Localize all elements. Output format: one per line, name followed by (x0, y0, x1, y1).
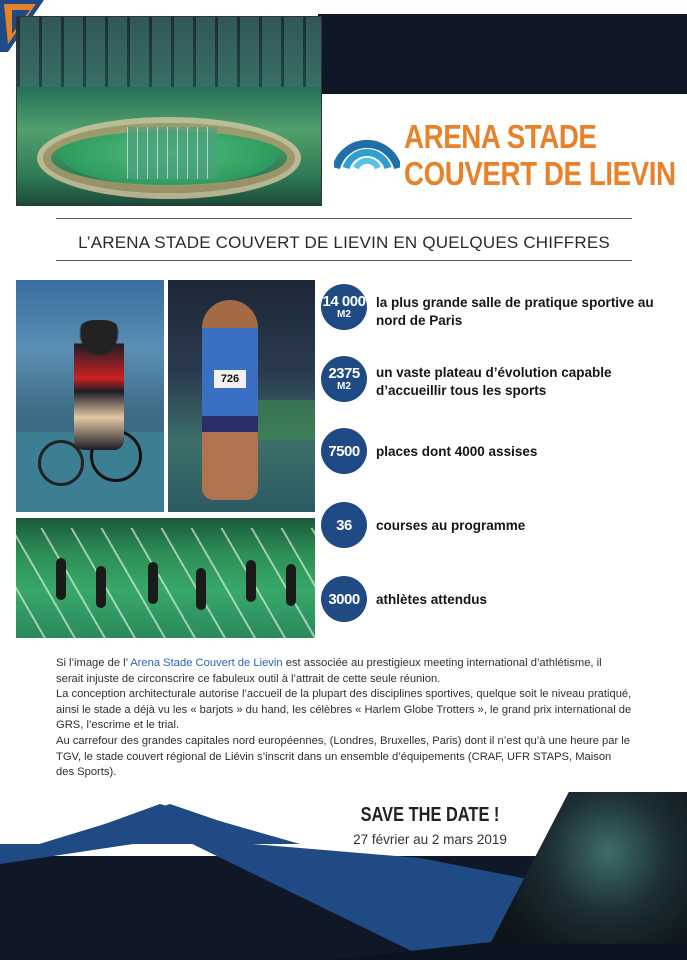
paragraph-1-end: est associée au prestigieux meeting international d’athlétisme, il serait injuste de circonscrire ce fabuleux outil à l’attrait de cette seule réunion. (56, 657, 602, 685)
sprint-race-photo (16, 518, 315, 638)
runner-photo (168, 280, 315, 512)
arena-title (404, 118, 676, 192)
stat-badge (321, 428, 367, 474)
stat-value: 36 (336, 516, 352, 534)
stat-unit: M2 (337, 309, 351, 320)
save-the-date-title: SAVE THE DATE ! (360, 804, 500, 826)
section-heading: L’ARENA STADE COUVERT DE LIEVIN EN QUELQUES CHIFFRES (78, 233, 610, 252)
stadium-interior-photo (16, 16, 322, 206)
stat-unit: M2 (337, 381, 351, 392)
stat-description: athlètes attendus (376, 592, 488, 607)
stat-value: 14 000 (322, 293, 366, 310)
heading-rule-bottom (56, 260, 632, 261)
stat-description: un vaste plateau d’évolution capable d’accueillir tous les sports (376, 365, 612, 398)
paragraph-2: La conception architecturale autorise l’accueil de la plupart des disciplines sportives, quelque soit le niveau pratiqué, ainsi le stade a déjà vu les « barjots » du hand, les célèbres « Harlem Globe Trotters », le grand prix international de GRS, l’escrime et le trial. (56, 688, 632, 732)
stat-description: places dont 4000 assises (376, 444, 538, 459)
stat-badge (321, 284, 367, 330)
paragraph-3: Au carrefour des grandes capitales nord européennes, (Londres, Bruxelles, Paris) dont il n’est qu’à une heure par le TGV, le stade couvert régional de Liévin s’inscrit dans un ensemble d’équipements (CRAF, UFR STAPS, Maison des Sports). (56, 734, 631, 779)
arena-title-line1: ARENA STADE (404, 118, 597, 155)
stat-value: 7500 (328, 442, 360, 460)
stat-badge (321, 576, 367, 622)
arena-name-highlight: Arena Stade Couvert de Lievin (130, 657, 283, 669)
cyclist-photo (16, 280, 164, 512)
paragraph-1-start: Si l’image de l’ (56, 657, 131, 669)
stat-value: 2375 (328, 365, 360, 382)
save-the-date-dates: 27 février au 2 mars 2019 (353, 832, 507, 847)
stat-badge (321, 502, 367, 548)
stat-description: courses au programme (376, 518, 526, 533)
top-dark-banner (318, 14, 687, 94)
heading-rule-top (56, 218, 632, 219)
arena-logo-icon (334, 124, 400, 172)
paragraph-1 (56, 656, 632, 687)
stat-value: 3000 (328, 590, 360, 608)
runner-bib-number: 726 (214, 370, 246, 388)
stat-badge (321, 356, 367, 402)
arena-title-line2: COUVERT DE LIEVIN (404, 155, 676, 192)
stat-description: la plus grande salle de pratique sportive au nord de Paris (376, 295, 654, 328)
description-text (56, 656, 632, 781)
